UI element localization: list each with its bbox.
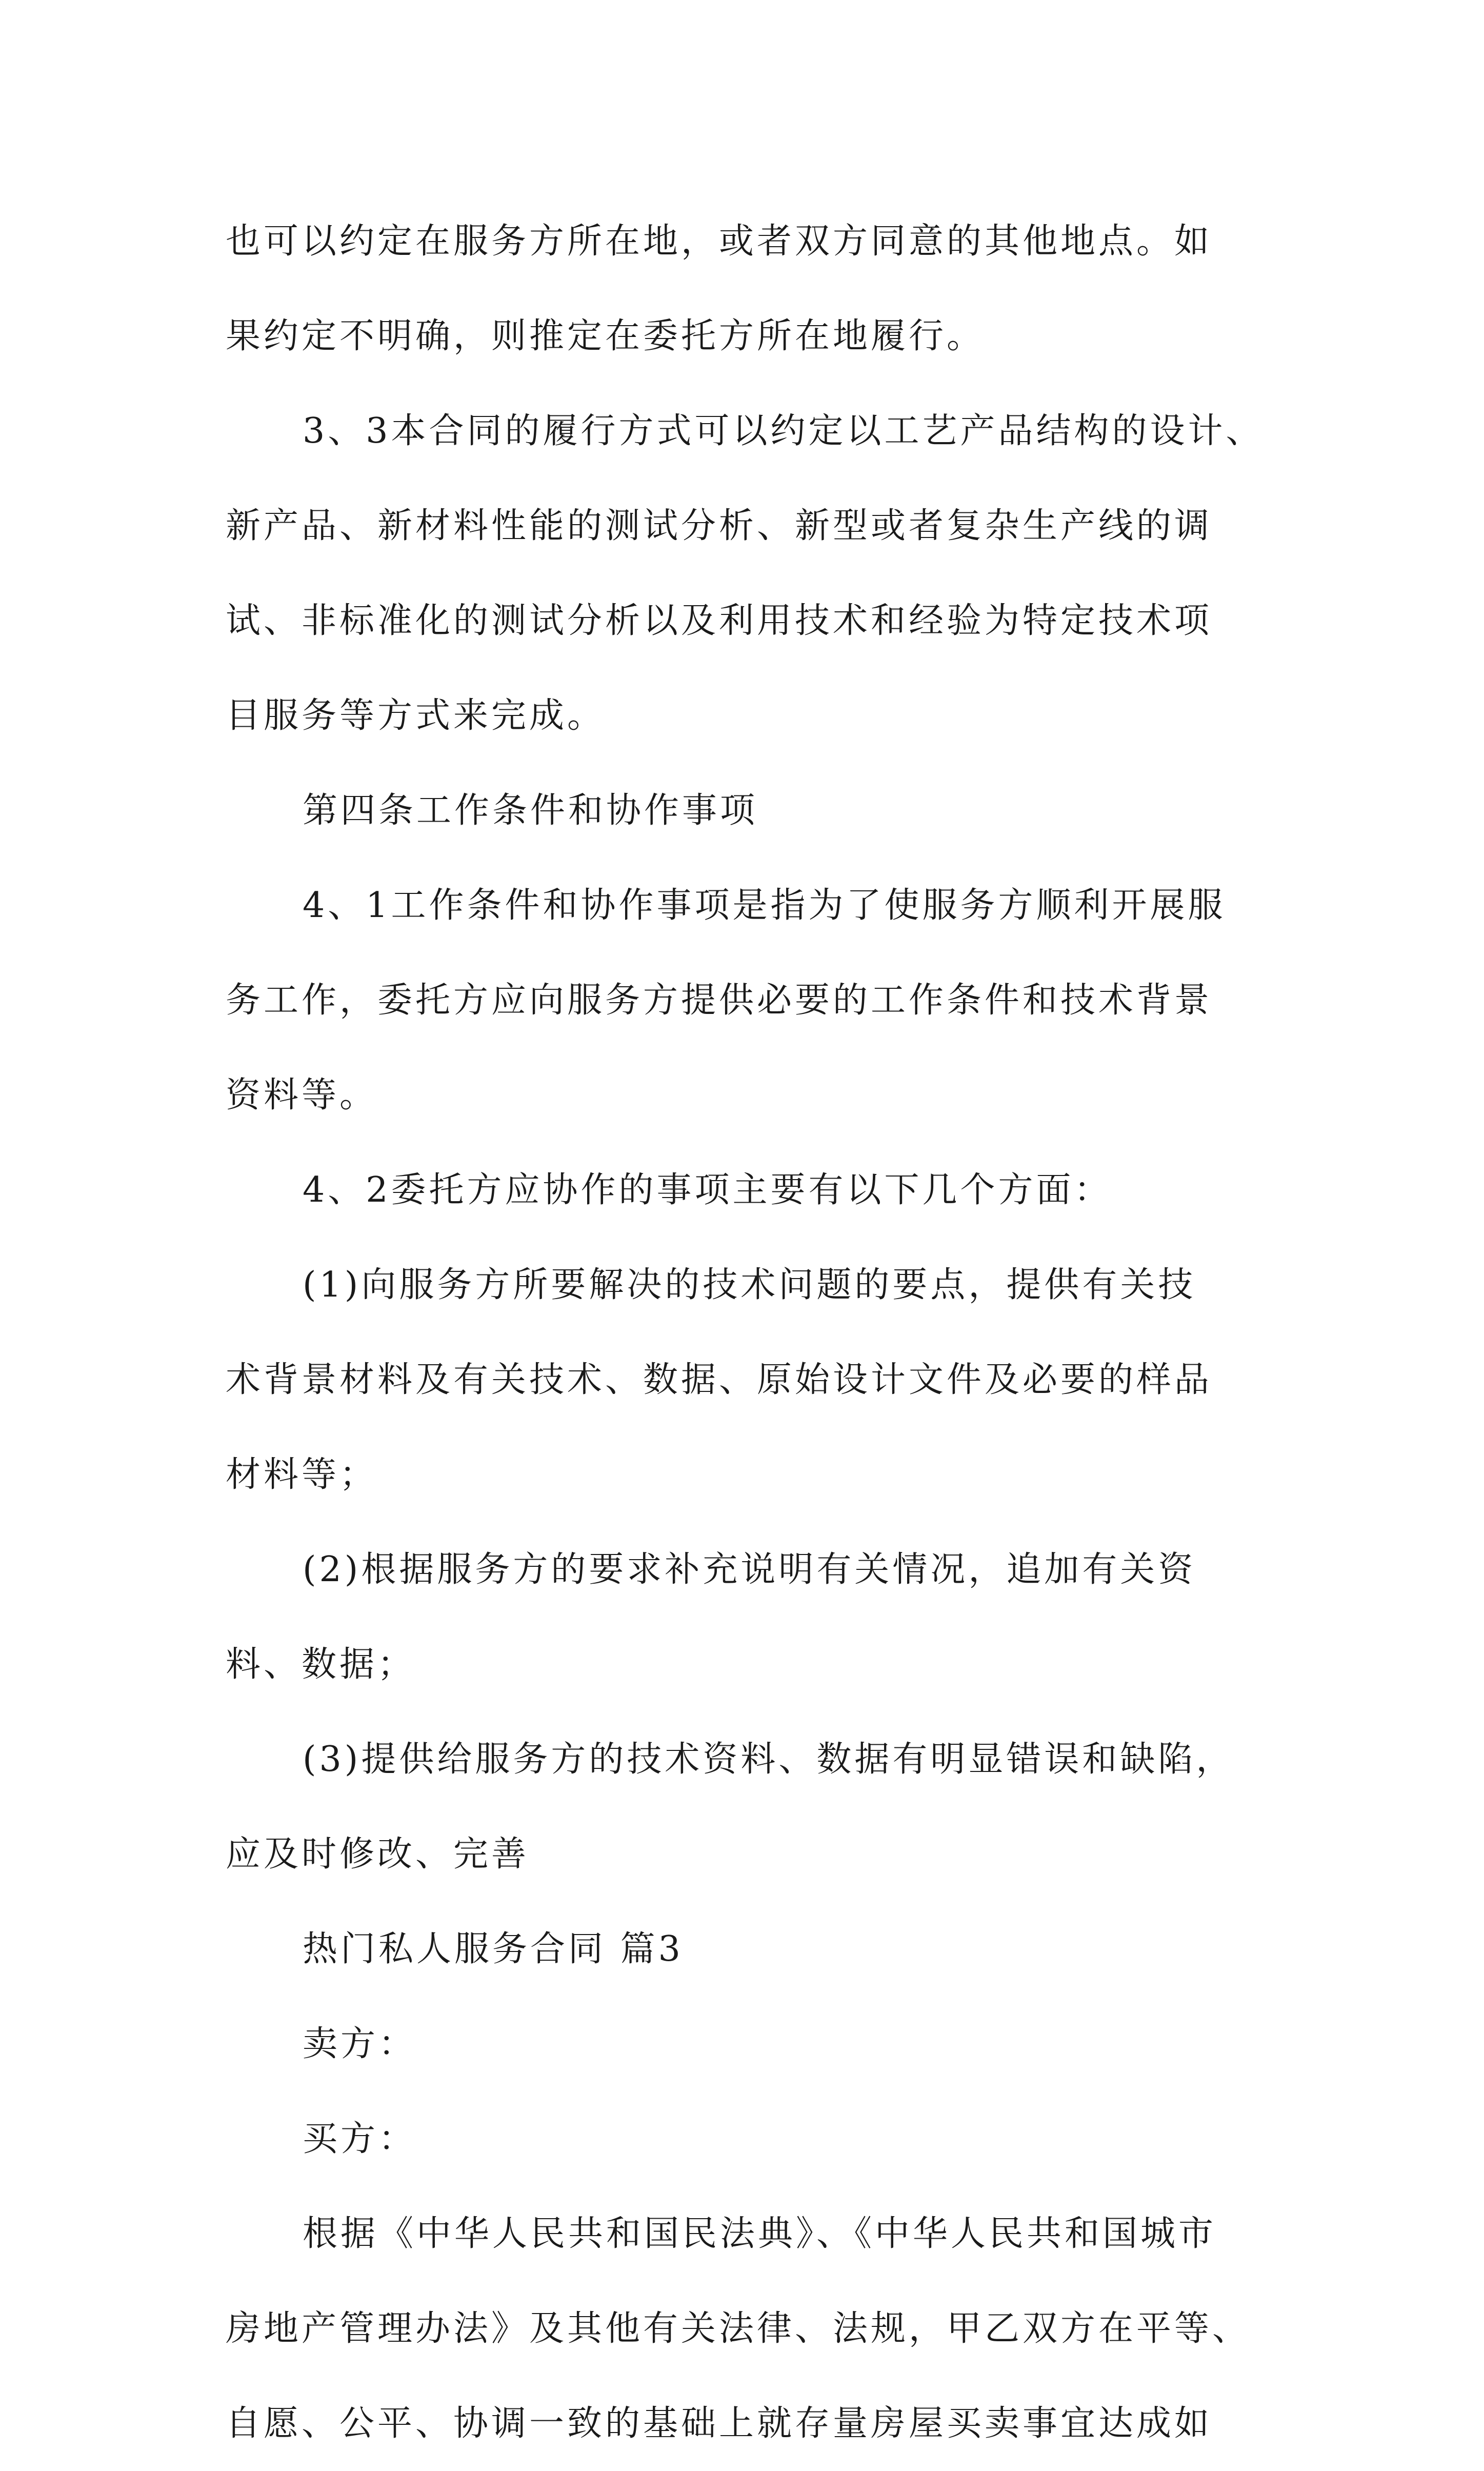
text-line: 也可以约定在服务方所在地，或者双方同意的其他地点。如 (226, 221, 1213, 262)
paragraph-legal-basis (226, 2186, 1323, 2471)
text-line: 材料等； (226, 1454, 378, 1495)
paragraph-clause-3-3 (226, 384, 1323, 763)
contract-title-part-3 (226, 1902, 1323, 1997)
seller-field (226, 1997, 1323, 2091)
document-body (226, 194, 1323, 2471)
list-item-2 (226, 1522, 1323, 1712)
text-line: 自愿、公平、协调一致的基础上就存量房屋买卖事宜达成如 (226, 2403, 1213, 2444)
text-line: 买方： (303, 2119, 417, 2159)
paragraph-place-of-performance (226, 194, 1323, 384)
text-line: 根据《中华人民共和国民法典》、《中华人民共和国城市 (303, 2214, 1217, 2254)
buyer-field (226, 2091, 1323, 2186)
text-line: 热门私人服务合同 篇3 (303, 1929, 684, 1969)
text-line: 果约定不明确，则推定在委托方所在地履行。 (226, 316, 985, 356)
text-line: 应及时修改、完善 (226, 1834, 530, 1875)
text-line: (2)根据服务方的要求补充说明有关情况，追加有关资 (303, 1549, 1196, 1590)
text-line: 资料等。 (226, 1075, 378, 1115)
text-line: 新产品、新材料性能的测试分析、新型或者复杂生产线的调 (226, 506, 1213, 546)
text-line: 目服务等方式来完成。 (226, 695, 606, 736)
text-line: (1)向服务方所要解决的技术问题的要点，提供有关技 (303, 1265, 1196, 1305)
section-heading-article-4 (226, 763, 1323, 858)
text-line: 4、1工作条件和协作事项是指为了使服务方顺利开展服 (303, 885, 1226, 926)
text-line: 试、非标准化的测试分析以及利用技术和经验为特定技术项 (226, 601, 1213, 641)
text-line: 卖方： (303, 2024, 417, 2064)
text-line: (3)提供给服务方的技术资料、数据有明显错误和缺陷， (303, 1739, 1234, 1780)
list-item-3 (226, 1712, 1323, 1902)
text-line: 务工作，委托方应向服务方提供必要的工作条件和技术背景 (226, 980, 1213, 1021)
paragraph-clause-4-2 (226, 1143, 1323, 1238)
paragraph-clause-4-1 (226, 858, 1323, 1143)
list-item-1 (226, 1238, 1323, 1522)
text-line: 房地产管理办法》及其他有关法律、法规，甲乙双方在平等、 (226, 2308, 1251, 2349)
text-line: 4、2委托方应协作的事项主要有以下几个方面： (303, 1170, 1112, 1210)
text-line: 3、3本合同的履行方式可以约定以工艺产品结构的设计、 (303, 411, 1264, 451)
text-line: 第四条工作条件和协作事项 (303, 790, 758, 831)
text-line: 料、数据； (226, 1644, 416, 1685)
text-line: 术背景材料及有关技术、数据、原始设计文件及必要的样品 (226, 1360, 1213, 1400)
